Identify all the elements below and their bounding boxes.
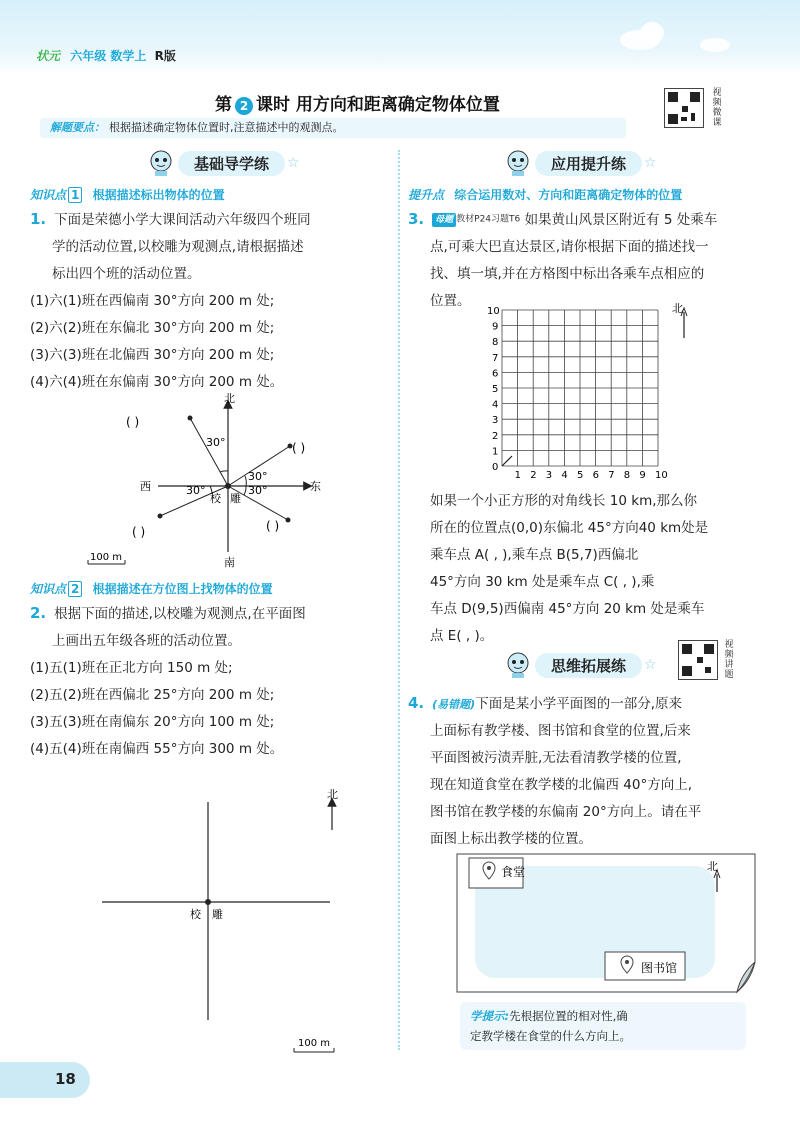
knowledge-point-1: 知识点 1 根据描述标出物体的位置 xyxy=(30,188,225,202)
question-1: 1. 下面是荣德小学大课间活动六年级四个班同 学的活动位置,以校雕为观测点,请根据描述 标出四个班的活动位置。 (1)六(1)班在西偏南 30°方向 200 m 处; (2)六(2)班在东偏北 30°方向 200 m 处; (3)六(3)班在北偏西 30°方向 200 m 处; (4)六(4)班在东偏南 30°方向 200 m 处。 xyxy=(30,210,311,390)
brand-logo: 状元 xyxy=(36,49,61,63)
brand-header xyxy=(36,47,176,64)
question-3: 3. 母题 教材P24习题T6 如果黄山风景区附近有 5 处乘车 点,可乘大巴直达景区,请你根据下面的描述找一 找、填一填,并在方格图中标出各乘车点相应的 位置。 xyxy=(408,210,718,309)
answer-blank: ( ) xyxy=(292,441,306,455)
angle-label: 30° xyxy=(206,436,226,449)
edition-label: R版 xyxy=(154,49,176,63)
x-tick-label: 4 xyxy=(561,470,568,478)
section-header-extension xyxy=(505,650,657,680)
school-map[interactable] xyxy=(455,852,765,1002)
angle-label: 30° xyxy=(248,470,268,483)
y-tick-label: 7 xyxy=(492,352,499,364)
canteen-label: 食堂 xyxy=(501,865,526,879)
column-divider xyxy=(398,150,400,1050)
star-icon: ☆ xyxy=(644,155,657,171)
hint-box: 学提示:先根据位置的相对性,确 定教学楼在食堂的什么方向上。 xyxy=(460,1002,746,1050)
question-3-body: 如果一个小正方形的对角线长 10 km,那么你 所在的位置点(0,0)东偏北 45°方向40 km处是 乘车点 A( , ),乘车点 B(5,7)西偏北 45°方向 30 km 处是乘车点 C( , ),乘 车点 D(9,5)西偏南 45°方向 20 km 处是乘车 点 E( , )。 xyxy=(430,493,709,644)
answer-blank: ( ) xyxy=(126,415,140,429)
y-tick-label: 1 xyxy=(492,446,499,458)
qr-code[interactable] xyxy=(678,640,718,680)
cloud-decoration xyxy=(640,22,664,44)
north-label: 北 xyxy=(224,392,235,405)
tip-banner xyxy=(40,118,626,138)
qr-label: 视 频 微 课 xyxy=(712,88,722,128)
tip-tag: 解题要点： xyxy=(50,121,105,134)
page-number-tab xyxy=(0,1062,90,1098)
mascot-icon xyxy=(505,149,531,177)
lesson-number: 2 xyxy=(235,97,253,115)
south-label: 南 xyxy=(224,556,235,569)
star-icon: ☆ xyxy=(644,657,657,673)
subject-label: 六年级 数学上 xyxy=(70,49,147,63)
compass-diagram-2[interactable] xyxy=(30,780,390,1060)
error-prone-tag: (易错题) xyxy=(432,698,476,711)
north-label: 北 xyxy=(672,302,683,315)
y-tick-label: 6 xyxy=(492,368,499,380)
angle-label: 30° xyxy=(248,484,268,497)
qr-code[interactable] xyxy=(664,88,704,128)
y-tick-label: 10 xyxy=(487,306,500,317)
east-label: 东 xyxy=(310,480,321,493)
y-tick-label: 9 xyxy=(492,321,499,333)
y-tick-label: 5 xyxy=(492,384,499,395)
y-tick-label: 3 xyxy=(492,415,499,427)
cloud-decoration xyxy=(700,38,730,52)
compass-diagram-1[interactable] xyxy=(30,392,390,572)
x-tick-label: 9 xyxy=(639,470,646,478)
answer-blank: ( ) xyxy=(266,519,280,533)
library-label: 图书馆 xyxy=(641,961,678,975)
center-label: 校 xyxy=(190,908,201,921)
section-header-applied xyxy=(505,148,657,178)
x-tick-label: 3 xyxy=(545,470,553,478)
x-tick-label: 7 xyxy=(608,470,615,478)
section-title: 应用提升练 xyxy=(535,151,642,176)
scale-label: 100 m xyxy=(298,1038,331,1049)
textbook-source: 教材P24习题T6 xyxy=(456,214,521,225)
y-tick-label: 2 xyxy=(492,430,499,442)
page-title: 第 2 课时 用方向和距离确定物体位置 xyxy=(215,95,500,115)
hint-tag: 学提示: xyxy=(470,1009,510,1023)
qr-label: 视 频 讲 题 xyxy=(724,640,734,680)
x-tick-label: 8 xyxy=(623,470,631,478)
west-label: 西 xyxy=(140,480,151,493)
page-number: 18 xyxy=(55,1070,76,1088)
question-2: 2. 根据下面的描述,以校雕为观测点,在平面图 上画出五年级各班的活动位置。 (1)五(1)班在正北方向 150 m 处; (2)五(2)班在西偏北 25°方向 200 m 处; (3)五(3)班在南偏东 20°方向 100 m 处; (4)五(4)班在南偏西 55°方向 300 m 处。 xyxy=(30,604,306,757)
section-header-basic xyxy=(148,148,300,178)
star-icon: ☆ xyxy=(287,155,300,171)
x-tick-label: 5 xyxy=(577,470,584,478)
x-tick-label: 1 xyxy=(514,470,521,478)
coordinate-grid[interactable] xyxy=(478,298,698,478)
y-tick-label: 8 xyxy=(492,337,499,349)
north-label: 北 xyxy=(707,860,718,873)
north-label: 北 xyxy=(327,788,338,801)
center-label: 雕 xyxy=(212,908,223,921)
x-tick-label: 10 xyxy=(655,470,668,478)
knowledge-point-2: 知识点 2 根据描述在方位图上找物体的位置 xyxy=(30,582,273,596)
tip-text: 根据描述确定物体位置时,注意描述中的观测点。 xyxy=(109,121,344,134)
y-tick-label: 0 xyxy=(492,462,499,473)
mascot-icon xyxy=(505,651,531,679)
answer-blank: ( ) xyxy=(132,525,146,539)
question-4: 4. (易错题)下面是某小学平面图的一部分,原来 上面标有教学楼、图书馆和食堂的位置,后来 平面图被污渍弄脏,无法看清教学楼的位置, 现在知道食堂在教学楼的北偏西 40°方向上, 图书馆在教学楼的东偏南 20°方向上。请在平 面图上标出教学楼的位置。 xyxy=(408,694,702,847)
y-tick-label: 4 xyxy=(492,399,499,411)
x-tick-label: 2 xyxy=(530,470,537,478)
mother-question-tag: 母题 xyxy=(432,213,456,227)
center-label: 校 xyxy=(210,492,221,505)
improvement-point: 提升点 综合运用数对、方向和距离确定物体的位置 xyxy=(408,188,683,202)
scale-label: 100 m xyxy=(90,552,123,563)
center-label: 雕 xyxy=(230,492,241,505)
section-title: 思维拓展练 xyxy=(535,653,642,678)
mascot-icon xyxy=(148,149,174,177)
angle-label: 30° xyxy=(186,484,206,497)
section-title: 基础导学练 xyxy=(178,151,285,176)
x-tick-label: 6 xyxy=(592,470,599,478)
